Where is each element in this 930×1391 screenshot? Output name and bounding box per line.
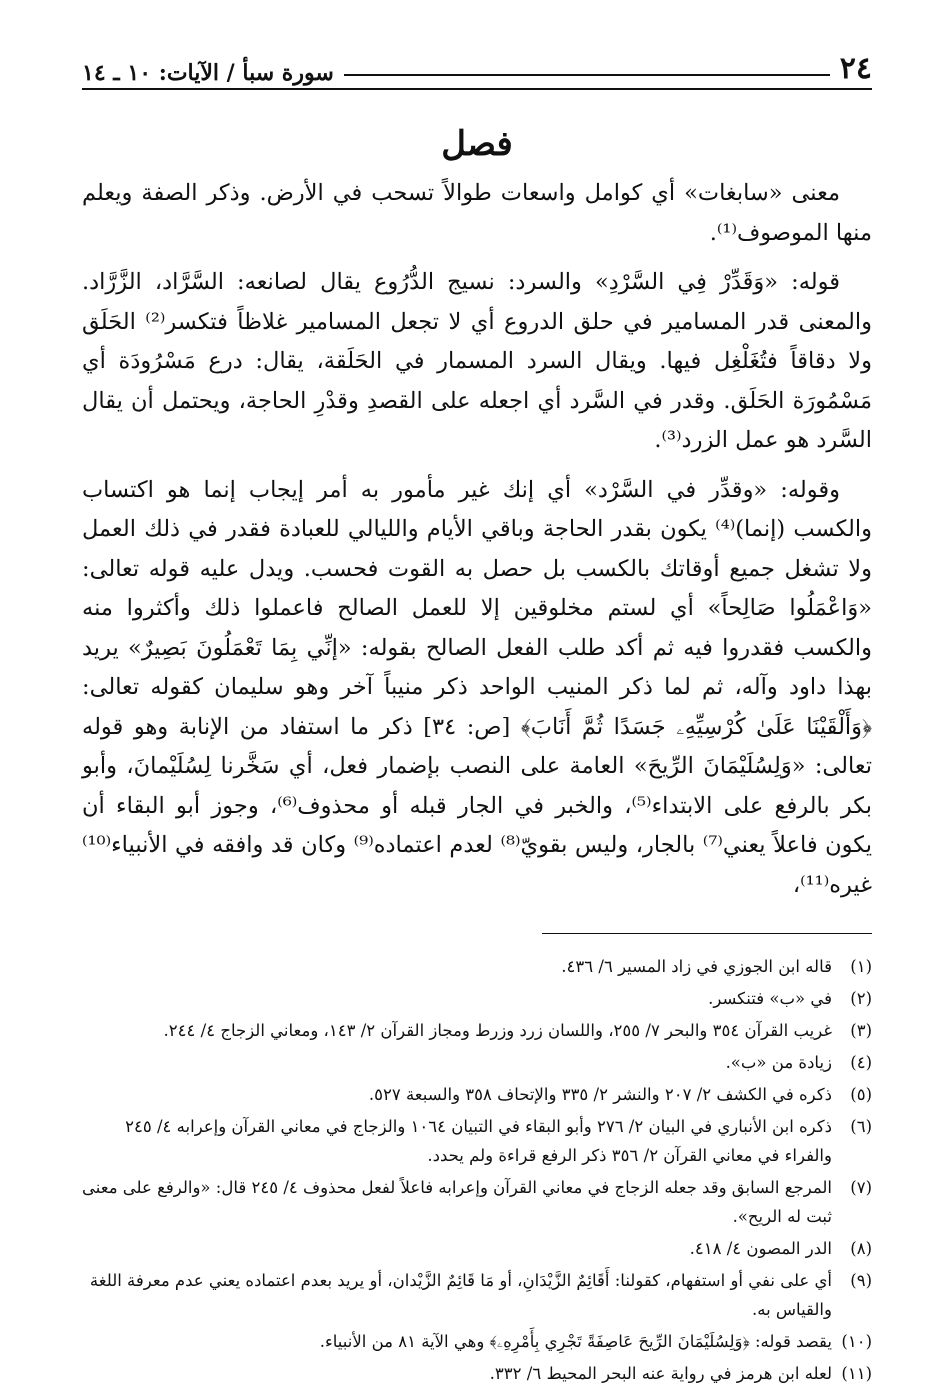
running-title: سورة سبأ / الآيات: ١٠ ـ ١٤ <box>82 60 334 86</box>
footnote <box>82 1048 872 1077</box>
footnote <box>82 952 872 981</box>
footnote-number: (١٠) <box>841 1332 872 1351</box>
footnotes <box>82 952 872 1388</box>
page-header <box>82 40 872 86</box>
footnote-number: (٥) <box>850 1085 872 1104</box>
footnote-text: ذكره في الكشف ٢/ ٢٠٧ والنشر ٢/ ٣٣٥ والإتحاف ٣٥٨ والسبعة ٥٢٧. <box>368 1085 832 1104</box>
footnote-text: الدر المصون ٤/ ٤١٨. <box>689 1239 832 1258</box>
paragraph-3: وقوله: «وقدِّر في السَّرْد» أي إنك غير مأمور به أمر إيجاب إنما هو اكتساب والكسب (إنما)⁽⁴⁾ يكون بقدر الحاجة وباقي الأيام والليالي للعبادة فقدر في ذلك العمل ولا تشغل جميع أوقاتك بالكسب بل حصل به القوت فحسب. ويدل عليه قوله تعالى: «وَاعْمَلُوا صَالِحاً» أي لستم مخلوقين إلا للعمل الصالح فاعملوا ذلك وأكثروا منه والكسب فقدروا فيه ثم أكد طلب الفعل الصالح بقوله: «إنِّي بِمَا تَعْمَلُونَ بَصِيرٌ» يريد بهذا داود وآله، ثم لما ذكر المنيب الواحد ذكر منيباً آخر وهو سليمان كقوله تعالى: ﴿وَأَلْقَيْنَا عَلَىٰ كُرْسِيِّهِۦ جَسَدًا ثُمَّ أَنَابَ﴾ [ص: ٣٤] ذكر ما استفاد من الإنابة وهو قوله تعالى: «وَلِسُلَيْمَانَ الرِّيحَ» العامة على النصب بإضمار فعل، أي سَخَّرنا لِسُلَيْمانَ، وأبو بكر بالرفع على الابتداء⁽⁵⁾، والخبر في الجار قبله أو محذوف⁽⁶⁾، وجوز أبو البقاء أن يكون فاعلاً يعني⁽⁷⁾ بالجار، وليس بقويّ⁽⁸⁾ لعدم اعتماده⁽⁹⁾ وكان قد وافقه في الأنبياء⁽¹⁰⁾ غيره⁽¹¹⁾، <box>82 476 873 898</box>
footnote-separator <box>542 933 872 934</box>
footnote-number: (٦) <box>850 1117 872 1136</box>
header-divider <box>344 74 830 76</box>
footnote-number: (٩) <box>850 1271 872 1290</box>
footnote-number: (٢) <box>850 989 872 1008</box>
footnote-text: المرجع السابق وقد جعله الزجاج في معاني القرآن وإعرابه فاعلاً لفعل محذوف ٤/ ٢٤٥ قال: «والرفع على معنى ثبت له الريح». <box>82 1178 832 1226</box>
footnote-text: زيادة من «ب». <box>725 1053 832 1072</box>
footnote-number: (١) <box>850 957 872 976</box>
footnote-number: (٧) <box>850 1178 872 1197</box>
footnote <box>82 984 872 1013</box>
footnote-text: غريب القرآن ٣٥٤ والبحر ٧/ ٢٥٥، واللسان زرد وزرط ومجاز القرآن ٢/ ١٤٣، ومعاني الزجاج ٤/ ٢٤٤. <box>163 1021 832 1040</box>
footnote <box>82 1266 872 1324</box>
footnote <box>82 1327 872 1356</box>
header-rule <box>82 88 872 90</box>
footnote-text: ذكره ابن الأنباري في البيان ٢/ ٢٧٦ وأبو البقاء في التبيان ١٠٦٤ والزجاج في معاني القرآن وإعرابه ٤/ ٢٤٥ والفراء في معاني القرآن ٢/ ٣٥٦ ذكر الرفع قراءة ولم يحدد. <box>125 1117 832 1165</box>
footnote-number: (١١) <box>841 1364 872 1383</box>
paragraph-2: قوله: «وَقَدِّرْ فِي السَّرْدِ» والسرد: نسيج الدُّرُوع يقال لصانعه: السَّرَّاد، الزَّرَّاد. والمعنى قدر المسامير في حلق الدروع أي لا تجعل المسامير غلاظاً فتكسر⁽²⁾ الحَلَق ولا دقاقاً فتُغَلْغِل فيها. ويقال السرد المسمار في الحَلَقة، يقال: درع مَسْرُودَة أي مَسْمُورَة الحَلَق. وقدر في السَّرد أي اجعله على القصدِ وقدْرِ الحاجة، ويحتمل أن يقال السَّرد هو عمل الزرد⁽³⁾. <box>82 269 872 453</box>
book-page <box>82 40 872 1391</box>
footnote-text: أي على نفي أو استفهام، كقولنا: أَقَائِمٌ الزَّيْدَانِ، أو مَا قَائِمٌ الزَّيْدان، أو يريد بعدم اعتماده يعني عدم معرفة اللغة والقياس به. <box>89 1271 832 1319</box>
page-number: ٢٤ <box>839 51 872 86</box>
paragraph-1: معنى «سابغات» أي كوامل واسعات طوالاً تسحب في الأرض. وذكر الصفة ويعلم منها الموصوف⁽¹⁾. <box>82 180 872 246</box>
footnote <box>82 1234 872 1263</box>
footnote-text: لعله ابن هرمز في رواية عنه البحر المحيط ٦/ ٣٣٢. <box>489 1364 832 1383</box>
footnote <box>82 1173 872 1231</box>
footnote <box>82 1016 872 1045</box>
footnote-text: قاله ابن الجوزي في زاد المسير ٦/ ٤٣٦. <box>561 957 832 976</box>
footnote <box>82 1359 872 1388</box>
footnote-text: في «ب» فتنكسر. <box>708 989 832 1008</box>
footnote-number: (٣) <box>850 1021 872 1040</box>
footnote-number: (٨) <box>850 1239 872 1258</box>
footnote-text: يقصد قوله: ﴿وَلِسُلَيْمَانَ الرِّيحَ عَاصِفَةً تَجْرِي بِأَمْرِهِۦ﴾ وهي الآية ٨١ من الأنبياء. <box>319 1332 832 1351</box>
footnote <box>82 1112 872 1170</box>
footnote-number: (٤) <box>850 1053 872 1072</box>
footnote <box>82 1080 872 1109</box>
section-title: فصل <box>441 124 513 164</box>
